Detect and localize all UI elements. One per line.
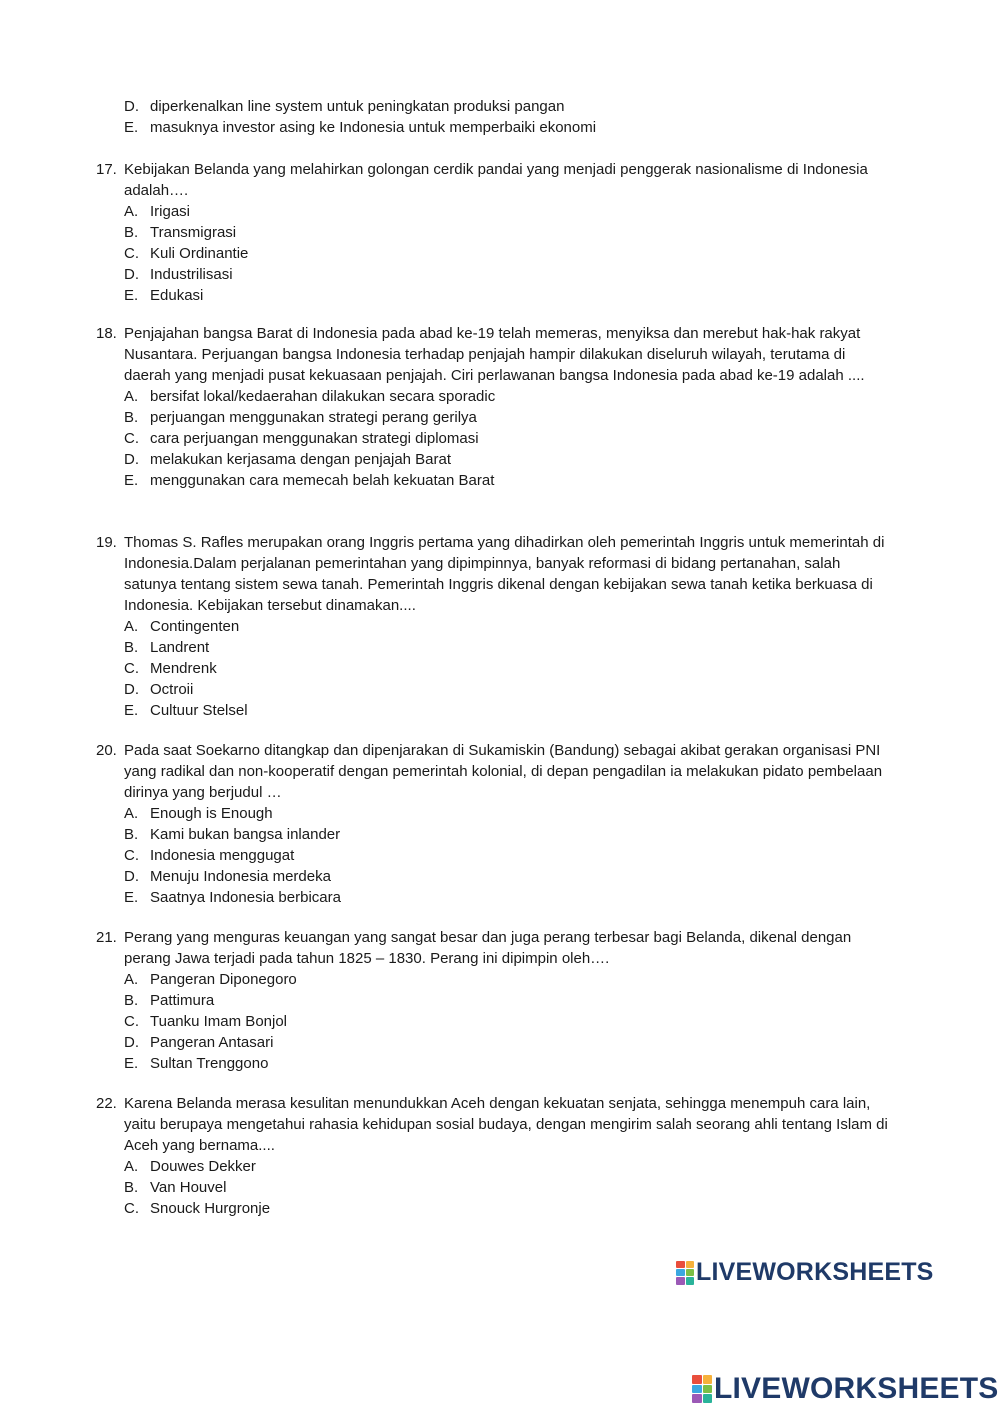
- question-number: 18.: [96, 325, 117, 342]
- option-row[interactable]: [124, 845, 896, 866]
- question-18: [96, 323, 896, 491]
- question-text: Pada saat Soekarno ditangkap dan dipenjarakan di Sukamiskin (Bandung) sebagai akibat gerakan organisasi PNI yang radikal dan non-kooperatif dengan pemerintah kolonial, di depan pengadilan ia melakukan pidato pembelaan dirinya yang berjudul …: [124, 742, 883, 801]
- option-row[interactable]: [124, 285, 896, 306]
- option-text: Douwes Dekker: [150, 1158, 256, 1175]
- option-text: Enough is Enough: [150, 805, 273, 822]
- option-letter: A.: [124, 971, 139, 988]
- option-letter: A.: [124, 1158, 139, 1175]
- question-number: 22.: [96, 1095, 117, 1112]
- question-21: [96, 927, 896, 1074]
- mark-tile: [676, 1269, 685, 1276]
- option-letter: A.: [124, 618, 139, 635]
- option-letter: E.: [124, 702, 139, 719]
- option-letter: D.: [124, 98, 139, 115]
- option-list: [124, 201, 896, 306]
- option-letter: B.: [124, 826, 139, 843]
- option-row[interactable]: [124, 428, 896, 449]
- option-row[interactable]: [124, 96, 884, 117]
- option-row[interactable]: [124, 449, 896, 470]
- option-row[interactable]: [124, 264, 896, 285]
- option-row[interactable]: [124, 201, 896, 222]
- option-row[interactable]: [124, 637, 896, 658]
- option-letter: D.: [124, 868, 139, 885]
- option-letter: D.: [124, 266, 139, 283]
- option-text: diperkenalkan line system untuk peningkatan produksi pangan: [150, 98, 565, 115]
- question-text: Perang yang menguras keuangan yang sangat besar dan juga perang terbesar bagi Belanda, dikenal dengan perang Jawa terjadi pada tahun 1825 – 1830. Perang ini dipimpin oleh….: [124, 929, 852, 967]
- mark-tile: [692, 1385, 702, 1394]
- question-text: Penjajahan bangsa Barat di Indonesia pada abad ke-19 telah memeras, menyiksa dan merebut hak-hak rakyat Nusantara. Perjuangan bangsa Indonesia terhadap penjajah hampir dilakukan diseluruh wilayah, terutama di daerah yang menjadi pusat kekuasaan penjajah. Ciri perlawanan bangsa Indonesia pada abad ke-19 adalah ....: [124, 325, 865, 384]
- option-row[interactable]: [124, 969, 896, 990]
- option-text: Kami bukan bangsa inlander: [150, 826, 341, 843]
- liveworksheets-logo: [676, 1258, 934, 1287]
- liveworksheets-mark-icon: [676, 1261, 694, 1285]
- option-text: Sultan Trenggono: [150, 1055, 269, 1072]
- mark-tile: [692, 1394, 702, 1403]
- option-text: Pangeran Diponegoro: [150, 971, 297, 988]
- option-letter: C.: [124, 847, 139, 864]
- option-list: [124, 1156, 896, 1219]
- option-text: Saatnya Indonesia berbicara: [150, 889, 341, 906]
- option-row[interactable]: [124, 616, 896, 637]
- option-row[interactable]: [124, 803, 896, 824]
- option-text: Kuli Ordinantie: [150, 245, 249, 262]
- option-letter: E.: [124, 889, 139, 906]
- option-letter: B.: [124, 409, 139, 426]
- option-letter: E.: [124, 1055, 139, 1072]
- option-letter: D.: [124, 451, 139, 468]
- option-text: Van Houvel: [150, 1179, 227, 1196]
- option-letter: C.: [124, 430, 139, 447]
- option-letter: B.: [124, 639, 139, 656]
- option-text: cara perjuangan menggunakan strategi diplomasi: [150, 430, 479, 447]
- question-19: [96, 532, 896, 721]
- mark-tile: [692, 1375, 702, 1384]
- option-row[interactable]: [124, 386, 896, 407]
- option-row[interactable]: [124, 700, 896, 721]
- carryover-options: [124, 96, 884, 138]
- option-letter: C.: [124, 1200, 139, 1217]
- option-letter: B.: [124, 224, 139, 241]
- option-row[interactable]: [124, 470, 896, 491]
- question-number: 17.: [96, 161, 117, 178]
- question-text: Kebijakan Belanda yang melahirkan golongan cerdik pandai yang menjadi penggerak nasionalisme di Indonesia adalah….: [124, 161, 868, 199]
- option-letter: B.: [124, 1179, 139, 1196]
- option-row[interactable]: [124, 1032, 896, 1053]
- mark-tile: [676, 1261, 685, 1268]
- logo-text: LIVEWORKSHEETS: [714, 1372, 999, 1405]
- option-text: Cultuur Stelsel: [150, 702, 248, 719]
- option-text: Indonesia menggugat: [150, 847, 295, 864]
- option-text: Irigasi: [150, 203, 191, 220]
- question-17: [96, 159, 896, 306]
- option-list: [124, 969, 896, 1074]
- option-letter: D.: [124, 1034, 139, 1051]
- option-row[interactable]: [124, 887, 896, 908]
- option-text: Transmigrasi: [150, 224, 237, 241]
- option-row[interactable]: [124, 1053, 896, 1074]
- liveworksheets-mark-icon: [692, 1375, 712, 1403]
- mark-tile: [703, 1375, 713, 1384]
- option-row[interactable]: [124, 222, 896, 243]
- option-text: Menuju Indonesia merdeka: [150, 868, 331, 885]
- option-letter: A.: [124, 805, 139, 822]
- mark-tile: [676, 1277, 685, 1284]
- option-text: Industrilisasi: [150, 266, 233, 283]
- option-text: Mendrenk: [150, 660, 217, 677]
- question-22: [96, 1093, 896, 1219]
- option-row[interactable]: [124, 1198, 896, 1219]
- option-list: [124, 803, 896, 908]
- question-number: 20.: [96, 742, 117, 759]
- mark-tile: [686, 1261, 695, 1268]
- option-text: melakukan kerjasama dengan penjajah Barat: [150, 451, 452, 468]
- option-row[interactable]: [124, 658, 896, 679]
- option-row[interactable]: [124, 990, 896, 1011]
- question-20: [96, 740, 896, 908]
- option-row[interactable]: [124, 117, 884, 138]
- option-letter: C.: [124, 1013, 139, 1030]
- question-text: Karena Belanda merasa kesulitan menundukkan Aceh dengan kekuatan senjata, sehingga menempuh cara lain, yaitu berupaya mengetahui rahasia kehidupan sosial budaya, dengan mengirim salah seorang ahli tentang Islam di Aceh yang bernama....: [124, 1095, 888, 1154]
- option-row[interactable]: [124, 407, 896, 428]
- option-letter: E.: [124, 119, 139, 136]
- option-text: Pattimura: [150, 992, 215, 1009]
- option-letter: E.: [124, 472, 139, 489]
- option-text: Contingenten: [150, 618, 240, 635]
- mark-tile: [686, 1269, 695, 1276]
- option-letter: D.: [124, 681, 139, 698]
- option-letter: A.: [124, 388, 139, 405]
- option-text: masuknya investor asing ke Indonesia untuk memperbaiki ekonomi: [150, 119, 597, 136]
- option-row[interactable]: [124, 243, 896, 264]
- question-text: Thomas S. Rafles merupakan orang Inggris pertama yang dihadirkan oleh pemerintah Inggris untuk memerintah di Indonesia.Dalam perjalanan pemerintahan yang dipimpinnya, banyak reformasi di bidang pertanahan, salah satunya tentang sistem sewa tanah. Pemerintah Inggris dikenal dengan kebijakan sewa tanah ketika berkuasa di Indonesia. Kebijakan tersebut dinamakan....: [124, 534, 885, 614]
- option-letter: C.: [124, 245, 139, 262]
- option-text: Pangeran Antasari: [150, 1034, 274, 1051]
- option-row[interactable]: [124, 1177, 896, 1198]
- liveworksheets-logo-footer: [692, 1372, 999, 1406]
- option-row[interactable]: [124, 866, 896, 887]
- option-text: Landrent: [150, 639, 210, 656]
- option-text: Snouck Hurgronje: [150, 1200, 271, 1217]
- option-text: Edukasi: [150, 287, 204, 304]
- question-number: 21.: [96, 929, 117, 946]
- option-text: Octroii: [150, 681, 194, 698]
- option-row[interactable]: [124, 1011, 896, 1032]
- logo-text: LIVEWORKSHEETS: [696, 1258, 934, 1286]
- option-text: perjuangan menggunakan strategi perang gerilya: [150, 409, 477, 426]
- option-row[interactable]: [124, 1156, 896, 1177]
- mark-tile: [686, 1277, 695, 1284]
- option-letter: B.: [124, 992, 139, 1009]
- option-text: Tuanku Imam Bonjol: [150, 1013, 288, 1030]
- question-number: 19.: [96, 534, 117, 551]
- option-row[interactable]: [124, 679, 896, 700]
- option-list: [124, 386, 896, 491]
- option-letter: E.: [124, 287, 139, 304]
- option-letter: A.: [124, 203, 139, 220]
- option-letter: C.: [124, 660, 139, 677]
- option-text: menggunakan cara memecah belah kekuatan Barat: [150, 472, 495, 489]
- option-text: bersifat lokal/kedaerahan dilakukan secara sporadic: [150, 388, 496, 405]
- mark-tile: [703, 1394, 713, 1403]
- option-row[interactable]: [124, 824, 896, 845]
- option-list: [124, 616, 896, 721]
- mark-tile: [703, 1385, 713, 1394]
